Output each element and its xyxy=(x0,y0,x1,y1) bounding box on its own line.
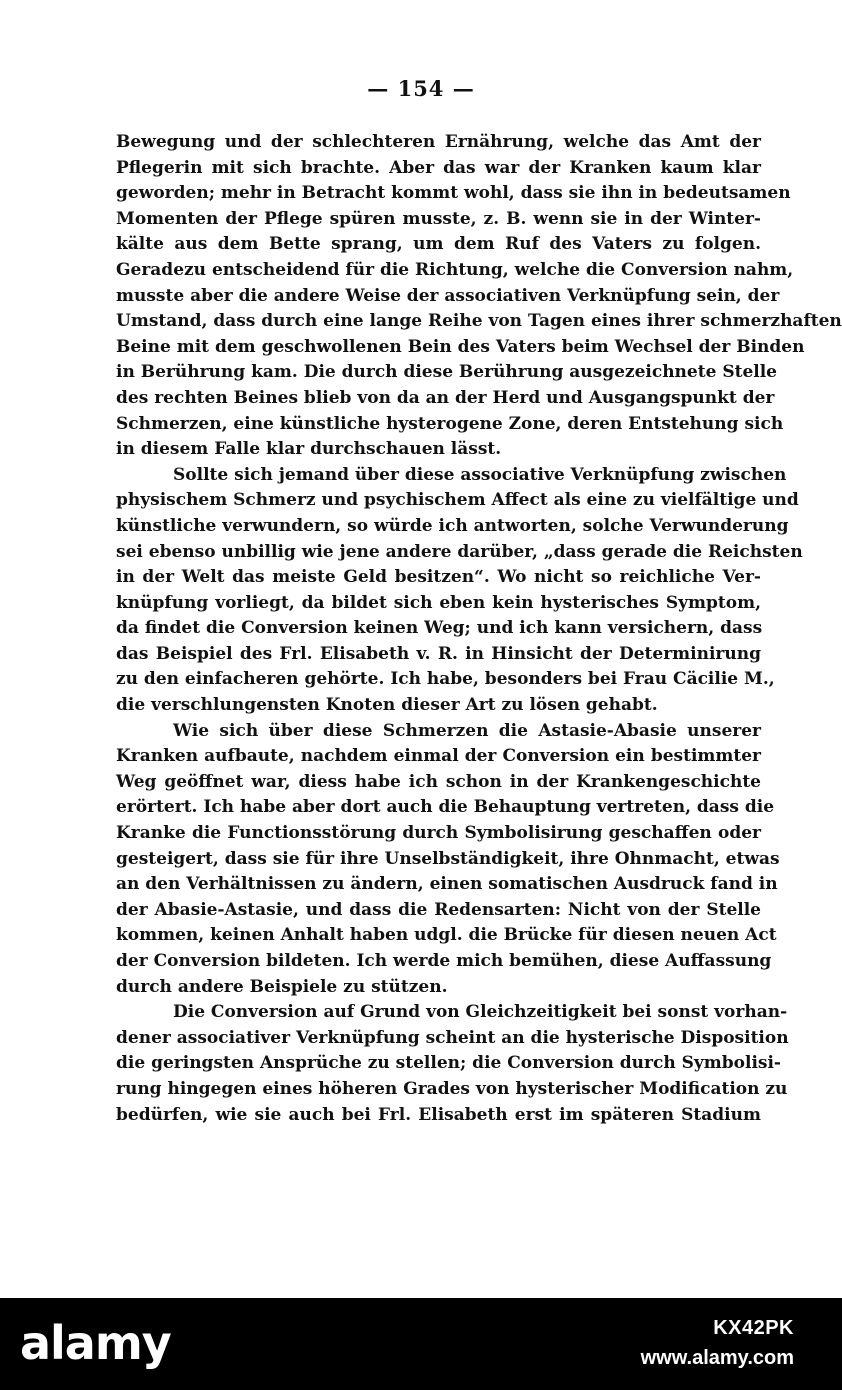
text-line: gesteigert, dass sie für ihre Unselbständigkeit, ihre Ohnmacht, etwas xyxy=(116,848,780,869)
text-line: in der Welt das meiste Geld besitzen“. Wo nicht so reichliche Ver- xyxy=(116,567,761,588)
paragraph-1 xyxy=(116,130,842,463)
text-line: Schmerzen, eine künstliche hysterogene Zone, deren Entstehung sich xyxy=(116,413,784,434)
text-line: in diesem Falle klar durchschauen lässt. xyxy=(116,439,502,460)
paragraph-2 xyxy=(116,463,803,719)
paragraph-4 xyxy=(116,1000,789,1128)
text-line: durch andere Beispiele zu stützen. xyxy=(116,976,448,997)
text-line: Momenten der Pflege spüren musste, z. B. wenn sie in der Winter- xyxy=(116,208,761,229)
paragraph-3 xyxy=(116,719,780,1001)
text-line: die geringsten Ansprüche zu stellen; die Conversion durch Symbolisi- xyxy=(116,1053,781,1074)
text-line: Weg geöffnet war, diess habe ich schon in der Krankengeschichte xyxy=(116,771,761,792)
text-line: künstliche verwundern, so würde ich antworten, solche Verwunderung xyxy=(116,515,789,536)
text-line: Kranke die Functionsstörung durch Symbolisirung geschaffen oder xyxy=(116,823,761,844)
text-line: Sollte sich jemand über diese associative Verknüpfung zwischen xyxy=(173,464,787,485)
text-line: Die Conversion auf Grund von Gleichzeitigkeit bei sonst vorhan- xyxy=(173,1002,788,1023)
body-text xyxy=(116,130,842,1128)
page-number: — 154 — xyxy=(367,76,475,101)
text-line: Bewegung und der schlechteren Ernährung, welche das Amt der xyxy=(116,132,761,152)
text-line: in Berührung kam. Die durch diese Berührung ausgezeichnete Stelle xyxy=(116,362,777,383)
text-line: da findet die Conversion keinen Weg; und ich kann versichern, dass xyxy=(116,618,763,639)
text-line: musste aber die andere Weise der associativen Verknüpfung sein, der xyxy=(116,285,780,306)
text-line: sei ebenso unbillig wie jene andere darüber, „dass gerade die Reichsten xyxy=(116,541,803,562)
alamy-url: www.alamy.com xyxy=(640,1347,794,1369)
text-line: kommen, keinen Anhalt haben udgl. die Brücke für diesen neuen Act xyxy=(116,925,777,946)
text-line: des rechten Beines blieb von da an der Herd und Ausgangspunkt der xyxy=(116,387,775,408)
text-line: kälte aus dem Bette sprang, um dem Ruf des Vaters zu folgen. xyxy=(116,234,761,255)
image-id: KX42PK xyxy=(713,1317,794,1339)
text-line: erörtert. Ich habe aber dort auch die Behauptung vertreten, dass die xyxy=(116,797,775,818)
text-line: rung hingegen eines höheren Grades von hysterischer Modification zu xyxy=(116,1078,788,1099)
text-line: bedürfen, wie sie auch bei Frl. Elisabeth erst im späteren Stadium xyxy=(116,1104,761,1125)
text-line: physischem Schmerz und psychischem Affect als eine zu vielfältige und xyxy=(116,490,799,511)
text-line: Pflegerin mit sich brachte. Aber das war der Kranken kaum klar xyxy=(116,157,761,178)
text-line: der Abasie-Astasie, und dass die Redensarten: Nicht von der Stelle xyxy=(116,899,761,920)
text-line: Kranken aufbaute, nachdem einmal der Conversion ein bestimmter xyxy=(116,746,761,767)
text-line: Beine mit dem geschwollenen Bein des Vaters beim Wechsel der Binden xyxy=(116,336,805,357)
text-line: geworden; mehr in Betracht kommt wohl, dass sie ihn in bedeutsamen xyxy=(116,183,791,204)
text-line: die verschlungensten Knoten dieser Art zu lösen gehabt. xyxy=(116,695,658,716)
text-line: dener associativer Verknüpfung scheint an die hysterische Disposition xyxy=(116,1027,789,1048)
text-line: das Beispiel des Frl. Elisabeth v. R. in Hinsicht der Determinirung xyxy=(116,643,761,664)
text-line: Geradezu entscheidend für die Richtung, welche die Conversion nahm, xyxy=(116,259,794,280)
text-line: Wie sich über diese Schmerzen die Astasie-Abasie unserer xyxy=(173,720,761,741)
alamy-logo: alamy xyxy=(20,1316,171,1370)
text-line: der Conversion bildeten. Ich werde mich bemühen, diese Auffassung xyxy=(116,951,772,971)
text-line: Umstand, dass durch eine lange Reihe von Tagen eines ihrer schmerzhaften xyxy=(116,311,842,332)
text-line: an den Verhältnissen zu ändern, einen somatischen Ausdruck fand in xyxy=(116,874,778,895)
text-line: knüpfung vorliegt, da bildet sich eben kein hysterisches Symptom, xyxy=(116,592,761,613)
text-line: zu den einfacheren gehörte. Ich habe, besonders bei Frau Cäcilie M., xyxy=(116,669,775,690)
